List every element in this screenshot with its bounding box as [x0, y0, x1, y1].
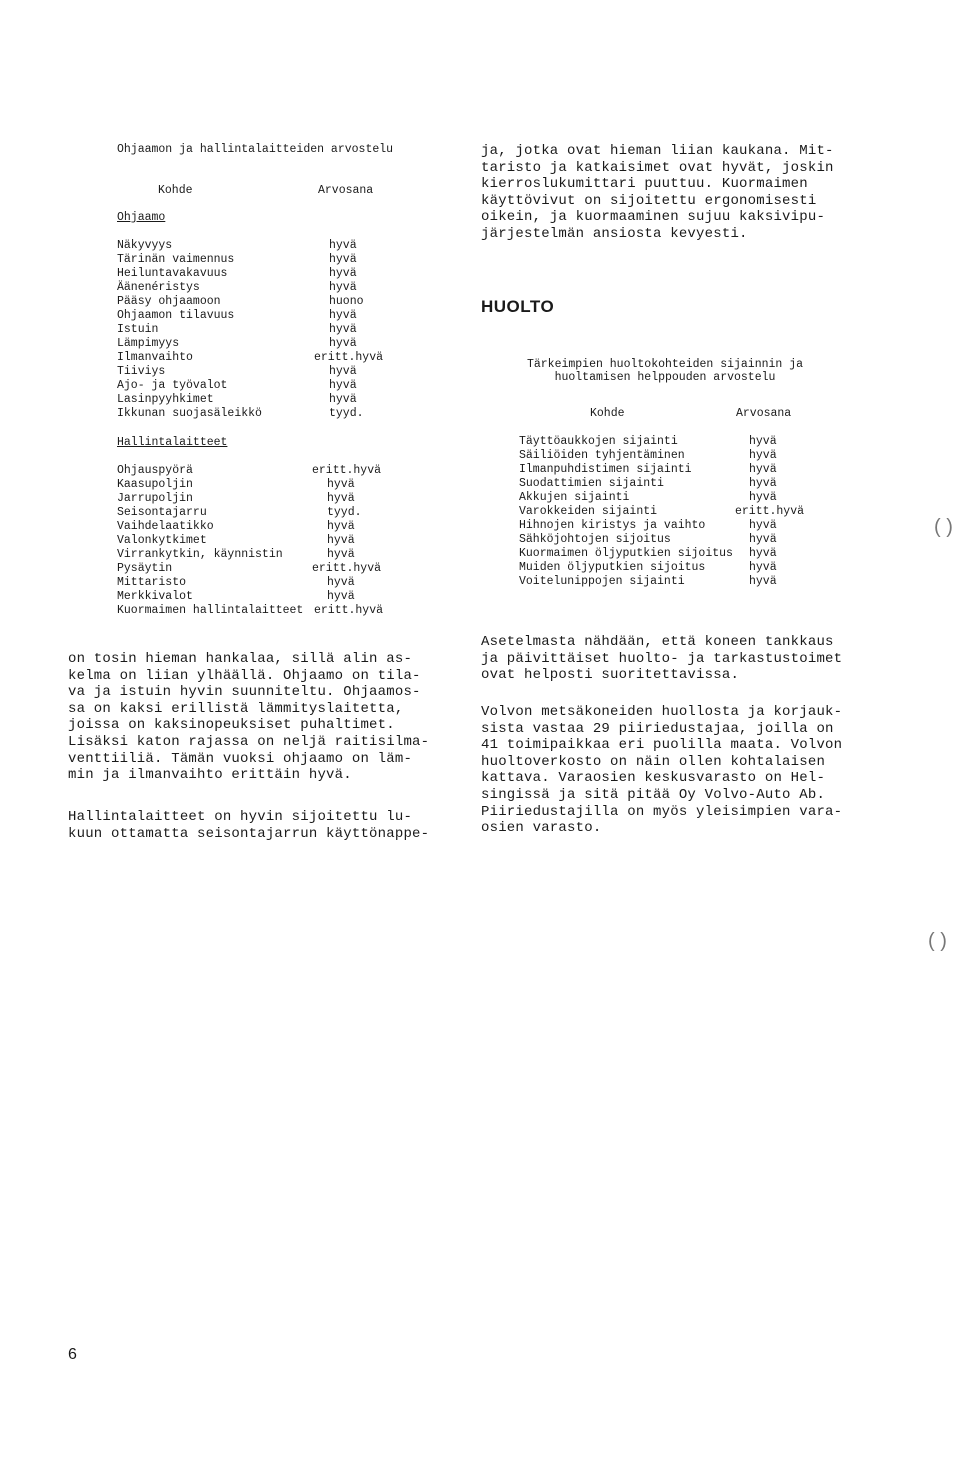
left-table-title: Ohjaamon ja hallintalaitteiden arvostelu	[117, 143, 394, 156]
rating-row	[117, 534, 417, 548]
rating-row	[117, 295, 417, 309]
rating-value: hyvä	[327, 478, 355, 491]
rating-value: hyvä	[329, 239, 357, 252]
rating-item: Ajo- ja työvalot	[117, 379, 228, 392]
rating-value: eritt.hyvä	[314, 351, 384, 364]
rating-value: hyvä	[749, 463, 777, 476]
left-col-arvosana: Arvosana	[318, 184, 374, 197]
rating-value: eritt.hyvä	[312, 464, 382, 477]
rating-value: hyvä	[749, 561, 777, 574]
rating-value: hyvä	[329, 309, 357, 322]
text-line: va ja istuin hyvin suunniteltu. Ohjaamos-	[68, 684, 421, 701]
rating-value: eritt.hyvä	[312, 562, 382, 575]
text-line: kattava. Varaosien keskusvarasto on Hel-	[481, 770, 826, 787]
rating-value: eritt.hyvä	[735, 505, 805, 518]
rating-row	[519, 463, 819, 477]
rating-value: tyyd.	[327, 506, 362, 519]
rating-row	[117, 604, 417, 618]
text-line: on tosin hieman hankalaa, sillä alin as-	[68, 651, 413, 667]
left-paragraph-2	[68, 809, 429, 842]
rating-item: Täyttöaukkojen sijainti	[519, 435, 678, 448]
rating-row	[519, 533, 819, 547]
rating-value: hyvä	[327, 548, 355, 561]
text-line: Lisäksi katon rajassa on neljä raitisilma-	[68, 733, 430, 750]
rating-row	[117, 590, 417, 604]
text-line: ovat helposti suoritettavissa.	[481, 667, 740, 684]
text-line: järjestelmän ansiosta kevyesti.	[481, 225, 748, 242]
rating-row	[117, 562, 417, 576]
rating-item: Hihnojen kiristys ja vaihto	[519, 519, 706, 532]
rating-value: hyvä	[327, 576, 355, 589]
rating-row	[117, 365, 417, 379]
text-line: huoltoverkosto on näin ollen kohtalaisen	[481, 753, 826, 770]
rating-item: Akkujen sijainti	[519, 491, 630, 504]
rating-row	[519, 435, 819, 449]
text-line: kierroslukumittari puuttuu. Kuormaimen	[481, 176, 808, 193]
rating-row	[519, 449, 819, 463]
rating-item: Ikkunan suojasäleikkö	[117, 407, 262, 420]
text-line: venttiiliä. Tämän vuoksi ohjaamo on läm-	[68, 750, 413, 767]
text-line: Hallintalaitteet on hyvin sijoitettu lu-	[68, 809, 413, 825]
right-paragraph-1	[481, 143, 834, 243]
rating-item: Kuormaimen hallintalaitteet	[117, 604, 304, 617]
table-title-line: Tärkeimpien huoltokohteiden sijainnin ja	[526, 358, 804, 371]
hallintalaitteet-ratings	[117, 464, 417, 618]
rating-item: Seisontajarru	[117, 506, 207, 519]
rating-item: Lämpimyys	[117, 337, 180, 350]
page-number: 6	[68, 1346, 77, 1363]
rating-item: Muiden öljyputkien sijoitus	[519, 561, 706, 574]
rating-item: Säiliöiden tyhjentäminen	[519, 449, 685, 462]
rating-row	[117, 281, 417, 295]
text-line: Asetelmasta nähdään, että koneen tankkaus	[481, 634, 834, 650]
text-line: Piiriedustajilla on myös yleisimpien vara-	[481, 803, 843, 820]
rating-row	[117, 379, 417, 393]
rating-value: hyvä	[329, 267, 357, 280]
rating-row	[117, 253, 417, 267]
rating-item: Jarrupoljin	[117, 492, 193, 505]
rating-item: Valonkytkimet	[117, 534, 207, 547]
rating-value: hyvä	[749, 533, 777, 546]
rating-row	[519, 519, 819, 533]
text-line: oikein, ja kuormaaminen sujuu kaksivipu-	[481, 209, 826, 226]
rating-value: tyyd.	[329, 407, 364, 420]
rating-value: eritt.hyvä	[314, 604, 384, 617]
rating-item: Kaasupoljin	[117, 478, 193, 491]
huolto-ratings	[519, 435, 819, 589]
rating-row	[519, 491, 819, 505]
rating-value: hyvä	[749, 491, 777, 504]
text-line: min ja ilmanvaihto erittäin hyvä.	[68, 767, 352, 784]
binder-hole-mark: ( )	[928, 930, 947, 952]
section-heading-huolto: HUOLTO	[481, 297, 555, 316]
rating-item: Tärinän vaimennus	[117, 253, 235, 266]
section-title-hallintalaitteet: Hallintalaitteet	[117, 436, 228, 449]
rating-row	[117, 323, 417, 337]
left-paragraph-1	[68, 651, 429, 784]
binder-hole-mark: ( )	[934, 516, 953, 538]
rating-row	[117, 267, 417, 281]
ohjaamo-ratings	[117, 239, 417, 421]
rating-row	[117, 309, 417, 323]
rating-value: hyvä	[329, 365, 357, 378]
text-line: ja, jotka ovat hieman liian kaukana. Mit-	[481, 143, 834, 159]
rating-row	[519, 505, 819, 519]
rating-item: Mittaristo	[117, 576, 187, 589]
rating-value: hyvä	[329, 379, 357, 392]
rating-value: hyvä	[327, 492, 355, 505]
rating-row	[117, 492, 417, 506]
rating-item: Sähköjohtojen sijoitus	[519, 533, 671, 546]
rating-value: hyvä	[749, 547, 777, 560]
text-line: sa on kaksi erillistä lämmityslaitetta,	[68, 700, 404, 717]
rating-item: Istuin	[117, 323, 159, 336]
rating-item: Näkyvyys	[117, 239, 173, 252]
rating-item: Varokkeiden sijainti	[519, 505, 658, 518]
rating-item: Virrankytkin, käynnistin	[117, 548, 283, 561]
text-line: osien varasto.	[481, 820, 602, 837]
rating-row	[117, 407, 417, 421]
right-paragraph-2	[481, 634, 842, 684]
rating-value: hyvä	[327, 590, 355, 603]
section-title-ohjaamo: Ohjaamo	[117, 211, 166, 224]
rating-row	[117, 337, 417, 351]
rating-item: Ohjauspyörä	[117, 464, 193, 477]
rating-row	[117, 506, 417, 520]
right-paragraph-3	[481, 704, 842, 837]
table-title-line: huoltamisen helppouden arvostelu	[554, 371, 776, 384]
text-line: singissä ja sitä pitää Oy Volvo-Auto Ab.	[481, 786, 826, 803]
rating-value: huono	[329, 295, 364, 308]
rating-item: Äänenéristys	[117, 281, 200, 294]
text-line: joissa on kaksinopeuksiset puhaltimet.	[68, 717, 395, 734]
rating-item: Pääsy ohjaamoon	[117, 295, 221, 308]
rating-value: hyvä	[749, 449, 777, 462]
rating-value: hyvä	[749, 519, 777, 532]
rating-row	[117, 464, 417, 478]
rating-item: Ilmanvaihto	[117, 351, 193, 364]
rating-value: hyvä	[329, 393, 357, 406]
text-line: käyttövivut on sijoitettu ergonomisesti	[481, 192, 817, 209]
rating-value: hyvä	[749, 477, 777, 490]
rating-item: Kuormaimen öljyputkien sijoitus	[519, 547, 733, 560]
rating-item: Voitelunippojen sijainti	[519, 575, 685, 588]
rating-item: Tiiviys	[117, 365, 166, 378]
text-line: Volvon metsäkoneiden huollosta ja korjauk-	[481, 704, 843, 720]
rating-row	[117, 520, 417, 534]
text-line: 41 toimipaikkaa eri puolilla maata. Volvon	[481, 737, 843, 754]
rating-item: Ilmanpuhdistimen sijainti	[519, 463, 692, 476]
rating-item: Heiluntavakavuus	[117, 267, 228, 280]
text-line: kelma on liian ylhäällä. Ohjaamo on tila-	[68, 667, 421, 684]
rating-value: hyvä	[749, 435, 777, 448]
rating-row	[117, 478, 417, 492]
rating-row	[117, 393, 417, 407]
text-line: ja päivittäiset huolto- ja tarkastustoimet	[481, 650, 843, 667]
right-col-kohde: Kohde	[590, 407, 625, 420]
right-table-title	[500, 358, 830, 384]
rating-value: hyvä	[329, 253, 357, 266]
right-col-arvosana: Arvosana	[736, 407, 792, 420]
rating-row	[519, 561, 819, 575]
rating-row	[519, 477, 819, 491]
rating-row	[117, 239, 417, 253]
text-line: kuun ottamatta seisontajarrun käyttönappe-	[68, 825, 430, 842]
rating-row	[519, 575, 819, 589]
text-line: taristo ja katkaisimet ovat hyvät, joskin	[481, 159, 834, 176]
rating-row	[117, 576, 417, 590]
rating-item: Ohjaamon tilavuus	[117, 309, 235, 322]
rating-item: Vaihdelaatikko	[117, 520, 214, 533]
rating-item: Lasinpyyhkimet	[117, 393, 214, 406]
rating-item: Suodattimien sijainti	[519, 477, 664, 490]
rating-value: hyvä	[329, 337, 357, 350]
rating-item: Pysäytin	[117, 562, 173, 575]
rating-value: hyvä	[329, 281, 357, 294]
rating-row	[117, 351, 417, 365]
rating-row	[519, 547, 819, 561]
rating-item: Merkkivalot	[117, 590, 193, 603]
text-line: sista vastaa 29 piiriedustajaa, joilla on	[481, 720, 834, 737]
rating-value: hyvä	[329, 323, 357, 336]
left-col-kohde: Kohde	[158, 184, 193, 197]
rating-value: hyvä	[327, 520, 355, 533]
rating-value: hyvä	[327, 534, 355, 547]
rating-value: hyvä	[749, 575, 777, 588]
rating-row	[117, 548, 417, 562]
